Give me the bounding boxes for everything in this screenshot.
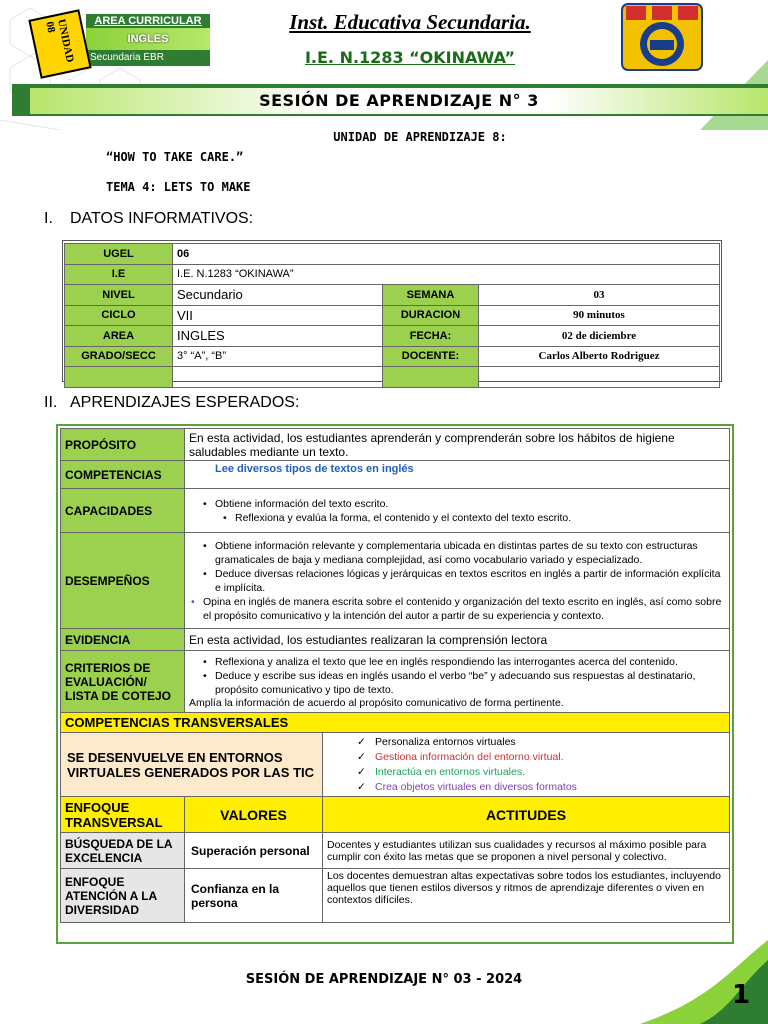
- busqueda-actitud: Docentes y estudiantes utilizan sus cualidades y recursos al máximo posible para cumplir con éxito las metas que se proponen a nivel personal y colectivo.: [323, 833, 730, 869]
- list-item: • Deduce diversas relaciones lógicas y jerárquicas en textos escritos en inglés a partir de información explícita e implícita.: [189, 567, 725, 595]
- docente-label: DOCENTE:: [383, 346, 479, 367]
- diversidad-valor: Confianza en la persona: [185, 869, 323, 923]
- grado-label: GRADO/SECC: [65, 346, 173, 367]
- table-row: [61, 797, 730, 833]
- institution-name: I.E. N.1283 “OKINAWA”: [304, 48, 516, 67]
- diversidad-actitud: Los docentes demuestran altas expectativas sobre todos los estudiantes, incluyendo aquellos que tienen estilos diversos y ritmos de aprendizaje diferentes o viven en contextos difíciles.: [323, 869, 730, 923]
- fecha-value: 02 de diciembre: [479, 326, 720, 347]
- busqueda-valor: Superación personal: [185, 833, 323, 869]
- list-item: • Reflexiona y analiza el texto que lee en inglés respondiendo las interrogantes acerca del contenido.: [189, 655, 725, 669]
- ugel-value: 06: [173, 244, 720, 265]
- table-row: [61, 651, 730, 713]
- table-row: [65, 305, 720, 326]
- table-row: [65, 244, 720, 265]
- institution-title: Inst. Educativa Secundaria.: [289, 10, 531, 34]
- ciclo-value: VII: [173, 305, 383, 326]
- ugel-label: UGEL: [65, 244, 173, 265]
- section-number: I.: [44, 210, 53, 227]
- area-value: INGLES: [86, 28, 210, 50]
- empty-label: [65, 367, 173, 388]
- desempenos-label: DESEMPEÑOS: [61, 533, 185, 629]
- section-number: II.: [44, 394, 58, 411]
- grado-value: 3° “A”, “B”: [173, 346, 383, 367]
- table-row: [65, 285, 720, 306]
- section-title: APRENDIZAJES ESPERADOS:: [70, 394, 300, 411]
- unit-tag-text: UNIDAD 08: [43, 18, 76, 64]
- valores-header: VALORES: [185, 797, 323, 833]
- semana-label: SEMANA: [383, 285, 479, 306]
- empty-cell: [479, 367, 720, 388]
- aprendizajes-table: [60, 428, 730, 923]
- ie-label: I.E: [65, 264, 173, 285]
- table-row: [65, 264, 720, 285]
- footer-text: SESIÓN DE APRENDIZAJE N° 03 - 2024: [245, 972, 523, 987]
- ciclo-label: CICLO: [65, 305, 173, 326]
- enfoque-header: ENFOQUE TRANSVERSAL: [61, 797, 185, 833]
- tic-cell: [323, 733, 730, 797]
- capacidades-label: CAPACIDADES: [61, 489, 185, 533]
- table-row: [61, 713, 730, 733]
- table-row: [61, 833, 730, 869]
- docente-value: Carlos Alberto Rodriguez: [479, 346, 720, 367]
- competencia-link: Lee diversos tipos de textos en inglés: [215, 463, 414, 475]
- area-label: AREA CURRICULAR: [86, 14, 210, 28]
- page-number: 1: [732, 980, 751, 1010]
- list-item: • Obtiene información del texto escrito.: [189, 497, 725, 511]
- semana-value: 03: [479, 285, 720, 306]
- table-row: [61, 629, 730, 651]
- area-box: [86, 14, 210, 72]
- tema-heading: TEMA 4: LETS TO MAKE: [106, 180, 251, 194]
- proposito-text: En esta actividad, los estudiantes aprenderán y comprenderán sobre los hábitos de higiene saludables mediante un texto.: [185, 429, 730, 461]
- area-level: Secundaria EBR: [86, 50, 210, 66]
- nivel-label: NIVEL: [65, 285, 173, 306]
- list-item: ✓ Crea objetos virtuales en diversos formatos: [327, 780, 725, 795]
- area-value-cell: INGLES: [173, 326, 383, 347]
- table-row: [61, 533, 730, 629]
- ie-value: I.E. N.1283 “OKINAWA”: [173, 264, 720, 285]
- list-item: • Obtiene información relevante y complementaria ubicada en distintas partes de su texto con estructuras gramaticales de baja y mediana complejidad, así como vocabulario variado y especializado.: [189, 539, 725, 567]
- evidencia-label: EVIDENCIA: [61, 629, 185, 651]
- table-row: [61, 733, 730, 797]
- table-row: [61, 489, 730, 533]
- list-item: • Opina en inglés de manera escrita sobre el contenido y organización del texto escrito en inglés, así como sobre el propósito comunicativo y la intención del autor a partir de su experiencia y contexto.: [189, 595, 725, 623]
- list-item: ✓ Interactúa en entornos virtuales.: [327, 765, 725, 780]
- busqueda-label: BÚSQUEDA DE LA EXCELENCIA: [61, 833, 185, 869]
- criterios-extra: Amplía la información de acuerdo al propósito comunicativo de forma pertinente.: [189, 696, 564, 709]
- empty-label: [383, 367, 479, 388]
- list-item: • Reflexiona y evalúa la forma, el contenido y el contexto del texto escrito.: [189, 511, 725, 525]
- table-row: [65, 326, 720, 347]
- duracion-value: 90 minutos: [479, 305, 720, 326]
- section-aprendizajes-heading: [44, 394, 299, 412]
- table-row: [61, 429, 730, 461]
- actitudes-header: ACTITUDES: [323, 797, 730, 833]
- competencias-label: COMPETENCIAS: [61, 461, 185, 489]
- unit-quote: “HOW TO TAKE CARE.”: [106, 150, 244, 164]
- area-label-cell: AREA: [65, 326, 173, 347]
- session-title: SESIÓN DE APRENDIZAJE N° 3: [259, 91, 539, 110]
- duracion-label: DURACION: [383, 305, 479, 326]
- evidencia-text: En esta actividad, los estudiantes realizaran la comprensión lectora: [185, 629, 730, 651]
- list-item: • Deduce y escribe sus ideas en inglés usando el verbo “be” y adecuando sus respuestas al destinatario, propósito comunicativo y tipo de texto.: [189, 669, 725, 697]
- list-item: ✓ Personaliza entornos virtuales: [327, 735, 725, 750]
- datos-table: [64, 243, 720, 388]
- section-datos-heading: [44, 210, 253, 228]
- nivel-value: Secundario: [173, 285, 383, 306]
- criterios-cell: [185, 651, 730, 713]
- diversidad-label: ENFOQUE ATENCIÓN A LA DIVERSIDAD: [61, 869, 185, 923]
- unidad-heading: UNIDAD DE APRENDIZAJE 8:: [333, 130, 507, 144]
- competencias-cell: [185, 461, 730, 489]
- criterios-label: CRITERIOS DE EVALUACIÓN/ LISTA DE COTEJO: [61, 651, 185, 713]
- table-row: [65, 367, 720, 388]
- transversales-heading: COMPETENCIAS TRANSVERSALES: [61, 713, 730, 733]
- section-title: DATOS INFORMATIVOS:: [70, 210, 254, 227]
- desempenos-cell: [185, 533, 730, 629]
- table-row: [61, 869, 730, 923]
- tic-label: SE DESENVUELVE EN ENTORNOS VIRTUALES GENERADOS POR LAS TIC: [61, 733, 323, 797]
- table-row: [61, 461, 730, 489]
- table-row: [65, 346, 720, 367]
- proposito-label: PROPÓSITO: [61, 429, 185, 461]
- empty-cell: [173, 367, 383, 388]
- list-item: ✓ Gestiona información del entorno virtual.: [327, 750, 725, 765]
- school-logo: [620, 2, 704, 72]
- capacidades-cell: [185, 489, 730, 533]
- fecha-label: FECHA:: [383, 326, 479, 347]
